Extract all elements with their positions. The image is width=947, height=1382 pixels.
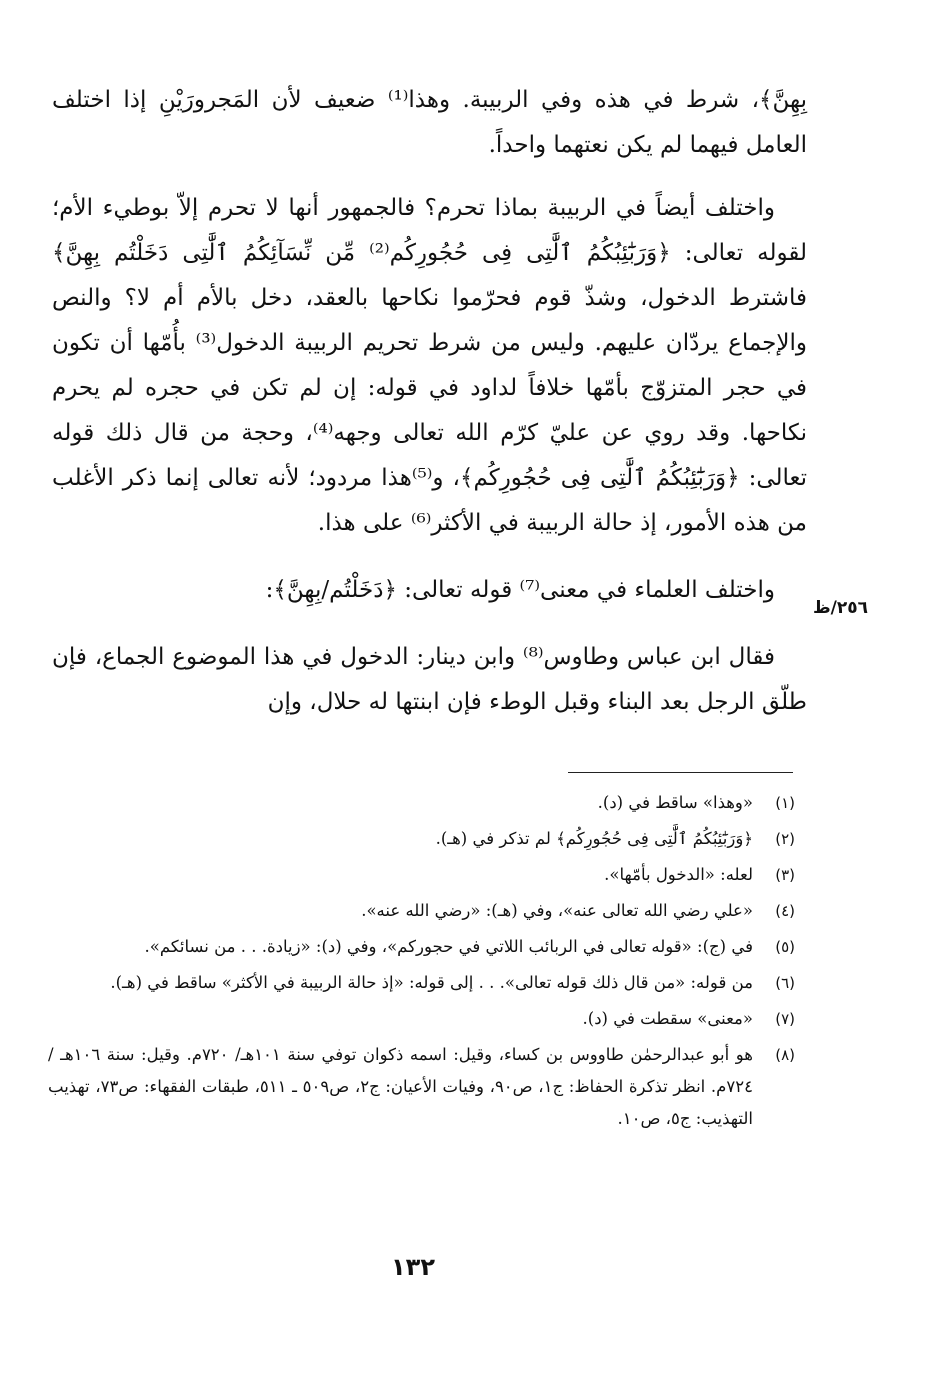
- footnote-text: «وهذا» ساقط في (د).: [597, 793, 753, 812]
- footnote-number: (٣): [775, 866, 795, 884]
- paragraph-1: بِهِنَّ﴾، شرط في هذه وفي الربيبة. وهذا⁽¹⁾ ضعيف لأن المَجرورَيْنِ إذا اختلف العامل فيهما لم يكن نعتهما واحداً.: [52, 87, 807, 158]
- footnote-6: [48, 967, 795, 999]
- footnote-4: [48, 895, 795, 927]
- footnote-number: (٥): [775, 938, 795, 956]
- footnote-separator: [568, 772, 793, 773]
- footnote-text: لعله: «الدخول بأمّها».: [604, 865, 753, 884]
- footnote-text: من قوله: «من قال ذلك قوله تعالى». . . إلى قوله: «إذ حالة الربيبة في الأكثر» ساقط في (هـ).: [110, 973, 753, 992]
- footnote-number: (٧): [775, 1010, 795, 1028]
- footnote-number: (١): [775, 794, 795, 812]
- footnote-8: [48, 1039, 795, 1135]
- footnote-3: [48, 859, 795, 891]
- footnote-text: هو أبو عبدالرحمٰن طاووس بن كساء، وقيل: اسمه ذكوان توفي سنة ١٠١هـ/ ٧٢٠م. وقيل: سنة ١٠٦هـ /٧٢٤م. انظر تذكرة الحفاظ: ج١، ص٩٠، وفيات الأعيان: ج٢، ص٥٠٩ ـ ٥١١، طبقات الفقهاء: ص٧٣، تهذيب التهذيب: ج٥، ص١٠.: [48, 1045, 753, 1128]
- footnote-2: [48, 823, 795, 855]
- footnote-5: [48, 931, 795, 963]
- footnote-text: في (ج): «قوله تعالى في الربائب اللاتي في حجوركم»، وفي (د): «زيادة. . . من نسائكم».: [144, 937, 753, 956]
- footnotes: [48, 787, 795, 1139]
- main-text: [52, 78, 807, 747]
- footnote-number: (٢): [775, 830, 795, 848]
- footnote-number: (٦): [775, 974, 795, 992]
- footnote-7: [48, 1003, 795, 1035]
- footnote-text: ﴿وَرَبَٰٓئِبُكُمُ ٱلَّٰتِى فِى حُجُورِكُم﴾ لم تذكر في (هـ).: [435, 829, 753, 848]
- footnote-number: (٨): [775, 1046, 795, 1064]
- manuscript-folio-reference: ٢٥٦/ظ: [812, 598, 868, 618]
- footnote-text: «علي رضي الله تعالى عنه»، وفي (هـ): «رضي الله عنه».: [361, 901, 753, 920]
- footnote-number: (٤): [775, 902, 795, 920]
- paragraph-3: واختلف العلماء في معنى⁽⁷⁾ قوله تعالى: ﴿دَخَلْتُم/بِهِنَّ﴾:: [265, 577, 775, 603]
- footnote-1: [48, 787, 795, 819]
- paragraph-4: فقال ابن عباس وطاوس⁽⁸⁾ وابن دينار: الدخول في هذا الموضوع الجماع، فإن طلّق الرجل بعد البناء وقبل الوطء فإن ابنتها له حلال، وإن: [52, 644, 807, 715]
- paragraph-2: واختلف أيضاً في الربيبة بماذا تحرم؟ فالجمهور أنها لا تحرم إلاّ بوطيء الأم؛ لقوله تعالى: ﴿وَرَبَٰٓئِبُكُمُ ٱلَّٰتِى فِى حُجُورِكُم⁽²⁾ مِّن نِّسَآئِكُمُ ٱلَّٰتِى دَخَلْتُم بِهِنَّ﴾ فاشترط الدخول، وشذّ قوم فحرّموا نكاحها بالعقد، دخل بالأم أم لا؟ والنص والإجماع يردّان عليهم. وليس من شرط تحريم الربيبة الدخول⁽³⁾ بأُمّها أن تكون في حجر المتزوّج بأمّها خلافاً لداود في قوله: إن لم تكن في حجره لم يحرم نكاحها. وقد روي عن عليّ كرّم الله تعالى وجهه⁽⁴⁾، وحجة من قال ذلك قوله تعالى: ﴿وَرَبَٰٓئِبُكُمُ ٱلَّٰتِى فِى حُجُورِكُم﴾، و⁽⁵⁾هذا مردود؛ لأنه تعالى إنما ذكر الأغلب من هذه الأمور، إذ حالة الربيبة في الأكثر⁽⁶⁾ على هذا.: [52, 195, 808, 536]
- page-number: ١٣٢: [391, 1253, 435, 1281]
- footnote-text: «معنى» سقطت في (د).: [582, 1009, 753, 1028]
